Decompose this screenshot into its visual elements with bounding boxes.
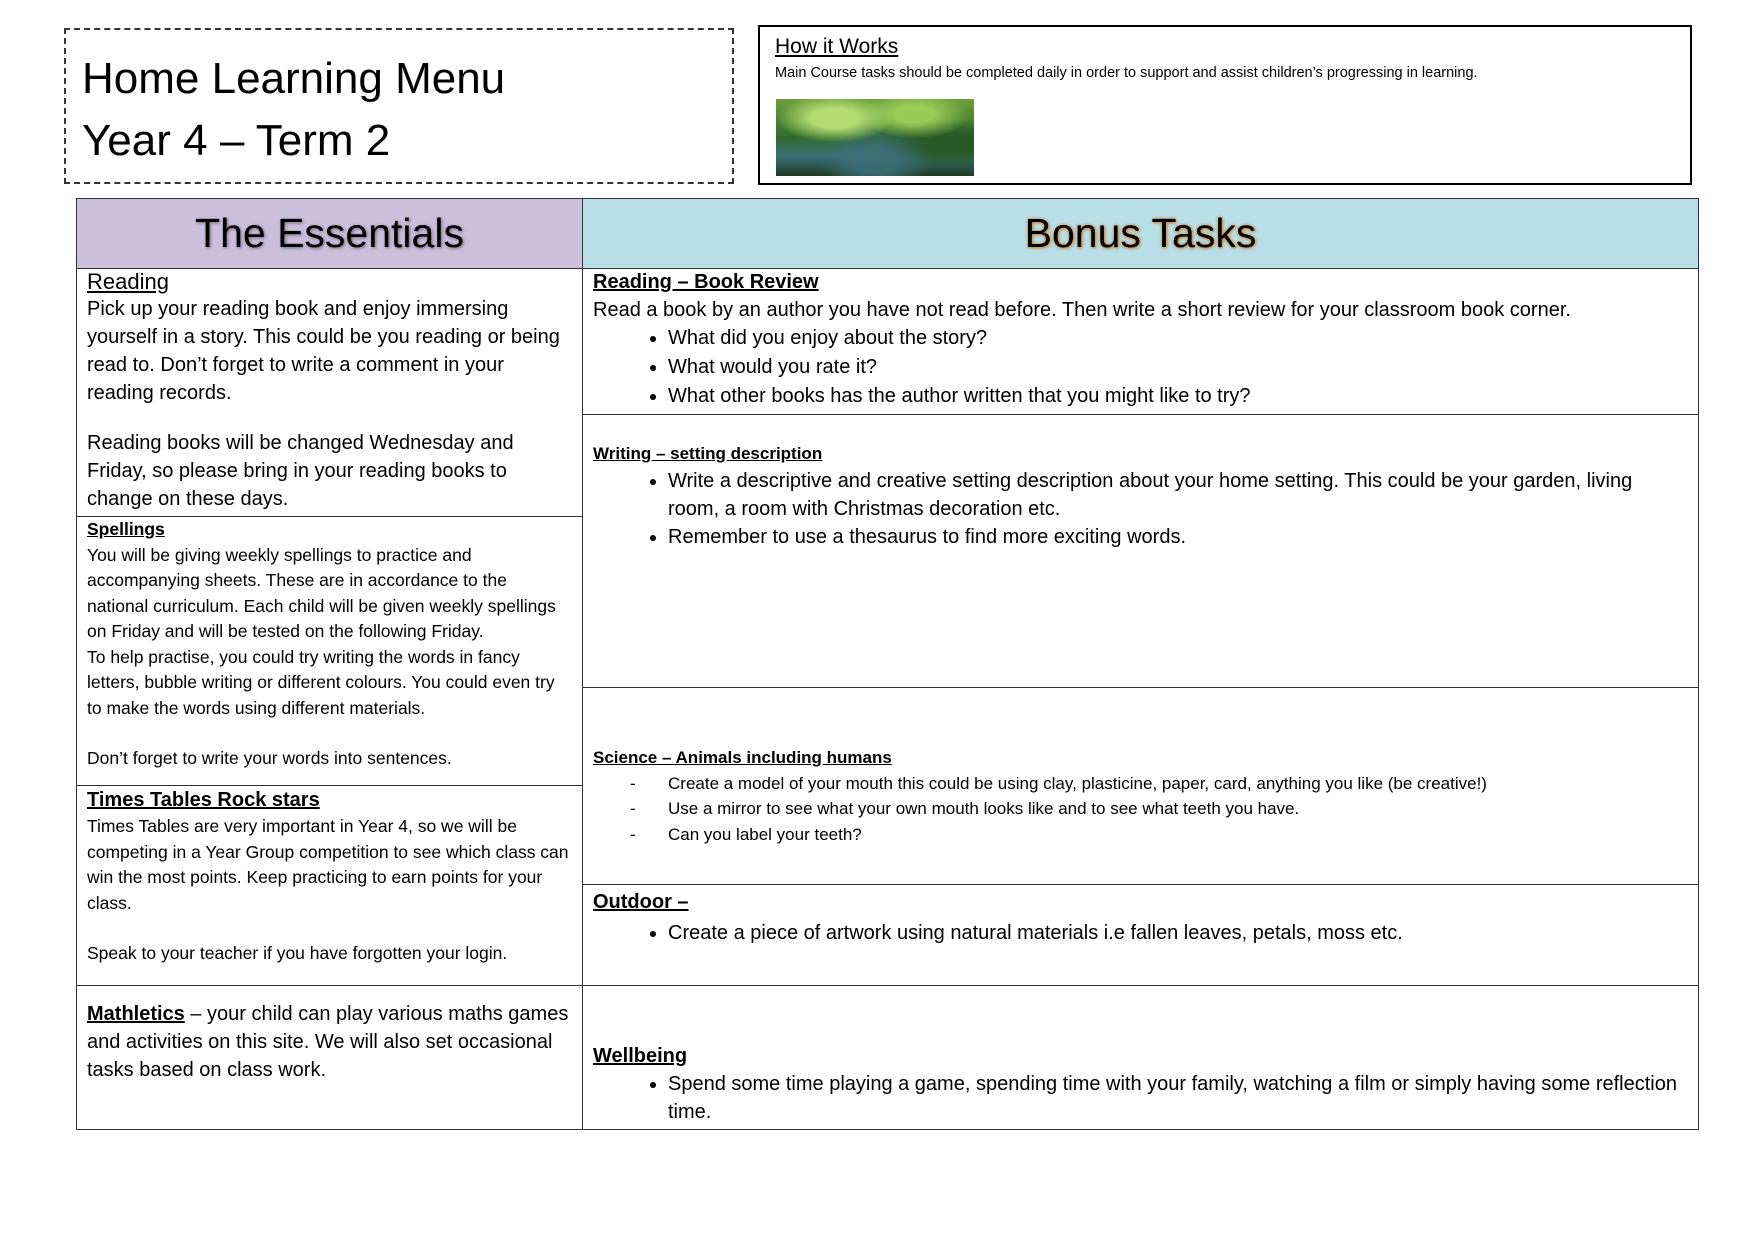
book-review-list [593, 324, 1688, 411]
spellings-title: Spellings [87, 519, 165, 539]
list-item: • Remember to use a thesaurus to find more exciting words. [668, 523, 1688, 551]
book-review-cell [582, 268, 1699, 415]
list-item: - Use a mirror to see what your own mouth looks like and to see what teeth you have. [668, 796, 1688, 822]
writing-list [593, 467, 1688, 551]
book-review-intro: Read a book by an author you have not read before. Then write a short review for your classroom book corner. [593, 299, 1571, 321]
menu-table [76, 198, 1698, 1129]
times-tables-p2: Speak to your teacher if you have forgotten your login. [87, 943, 508, 963]
wellbeing-cell [582, 985, 1699, 1130]
how-it-works-box [758, 25, 1692, 185]
page-title-line1: Home Learning Menu [82, 54, 506, 103]
spellings-p3: Don’t forget to write your words into sentences. [87, 748, 452, 768]
reading-p1: Pick up your reading book and enjoy immersing yourself in a story. This could be you reading or being read to. Don’t forget to write a comment in your reading records. [87, 298, 560, 404]
how-it-works-text: Main Course tasks should be completed daily in order to support and assist children’s progressing in learning. [775, 65, 1478, 81]
bonus-heading: Bonus Tasks [582, 198, 1699, 269]
list-item: • Spend some time playing a game, spending time with your family, watching a film or simply having some reflection time. [668, 1070, 1688, 1126]
mathletics-cell [76, 985, 583, 1130]
list-item: • What would you rate it? [668, 353, 1688, 382]
spellings-p1: You will be giving weekly spellings to practice and accompanying sheets. These are in accordance to the national curriculum. Each child will be given weekly spellings on Friday and will be tested on the following Friday. [87, 544, 556, 641]
essentials-heading: The Essentials [76, 198, 583, 269]
page-title-line2: Year 4 – Term 2 [82, 116, 391, 165]
list-item: - Create a model of your mouth this could be using clay, plasticine, paper, card, anything you like (be creative!) [668, 771, 1688, 797]
list-item: • Create a piece of artwork using natural materials i.e fallen leaves, petals, moss etc. [668, 919, 1688, 947]
science-title: Science – Animals including humans [593, 748, 892, 767]
reading-title: Reading [87, 269, 169, 294]
times-tables-cell [76, 785, 583, 986]
how-it-works-title: How it Works [775, 35, 899, 58]
outdoor-title: Outdoor – [593, 891, 689, 913]
spellings-p2: To help practise, you could try writing the words in fancy letters, bubble writing or different colours. You could even try to make the words using different materials. [87, 646, 555, 718]
forest-river-image [776, 99, 974, 176]
title-box [64, 28, 734, 184]
mathletics-text: – your child can play various maths games and activities on this site. We will also set occasional tasks based on class work. [87, 1003, 569, 1081]
list-item: • What other books has the author written that you might like to try? [668, 382, 1688, 411]
reading-cell [76, 268, 583, 517]
spellings-cell [76, 516, 583, 786]
book-review-title: Reading – Book Review [593, 271, 819, 293]
science-cell [582, 687, 1699, 885]
outdoor-cell [582, 884, 1699, 986]
science-list [593, 771, 1688, 848]
wellbeing-list [593, 1070, 1688, 1126]
writing-cell [582, 414, 1699, 688]
list-item: • What did you enjoy about the story? [668, 324, 1688, 353]
list-item: • Write a descriptive and creative setting description about your home setting. This could be your garden, living room, a room with Christmas decoration etc. [668, 467, 1688, 523]
wellbeing-title: Wellbeing [593, 1045, 688, 1067]
reading-p2: Reading books will be changed Wednesday and Friday, so please bring in your reading books to change on these days. [87, 432, 514, 510]
mathletics-title: Mathletics [87, 1003, 185, 1025]
times-tables-p1: Times Tables are very important in Year 4, so we will be competing in a Year Group competition to see which class can win the most points. Keep practicing to earn points for your class. [87, 816, 569, 913]
outdoor-list [593, 919, 1688, 947]
writing-title: Writing – setting description [593, 444, 823, 463]
times-tables-title: Times Tables Rock stars [87, 789, 320, 811]
list-item: - Can you label your teeth? [668, 822, 1688, 848]
